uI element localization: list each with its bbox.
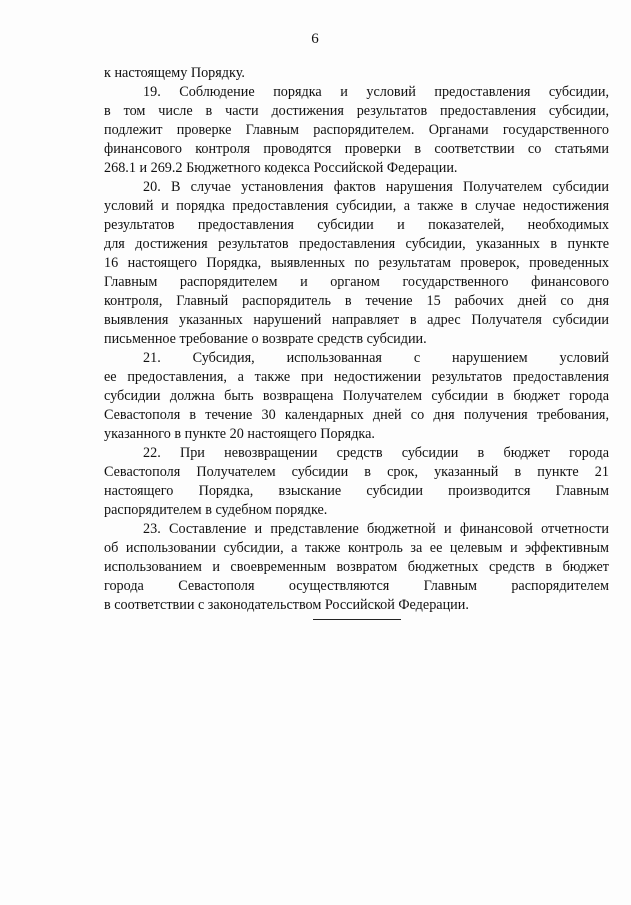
text-line: Севастополя в течение 30 календарных дней со дня получения требования, xyxy=(104,407,609,423)
text-line: выявления указанных нарушений направляет в адрес Получателя субсидии xyxy=(104,312,609,328)
text-line: условий и порядка предоставления субсидии, а также в случае недостижения xyxy=(104,198,609,214)
text-line: ее предоставления, а также при недостижении результатов предоставления xyxy=(104,369,609,385)
text-line: финансового контроля проводятся проверки в соответствии со статьями xyxy=(104,141,609,157)
text-line: в соответствии с законодательством Российской Федерации. xyxy=(104,597,469,613)
page-number: 6 xyxy=(311,31,319,47)
text-line: Севастополя Получателем субсидии в срок, указанный в пункте 21 xyxy=(104,464,609,480)
text-line: в том числе в части достижения результатов предоставления субсидии, xyxy=(104,103,609,119)
text-line: настоящего Порядка, взыскание субсидии производится Главным xyxy=(104,483,609,499)
text-line: 268.1 и 269.2 Бюджетного кодекса Российской Федерации. xyxy=(104,160,458,176)
text-line: Главным распорядителем и органом государственного финансового xyxy=(104,274,609,290)
text-line: результатов предоставления субсидии и показателей, необходимых xyxy=(104,217,609,233)
document-body xyxy=(104,64,609,615)
text-line: 21. Субсидия, использованная с нарушением условий xyxy=(143,350,609,366)
text-line: для достижения результатов предоставления субсидии, указанных в пункте xyxy=(104,236,609,252)
text-line: субсидии должна быть возвращена Получателем субсидии в бюджет города xyxy=(104,388,609,404)
text-line: об использовании субсидии, а также контроль за ее целевым и эффективным xyxy=(104,540,609,556)
text-line: 20. В случае установления фактов нарушения Получателем субсидии xyxy=(143,179,609,195)
text-line: использованием и своевременным возвратом бюджетных средств в бюджет xyxy=(104,559,609,575)
text-line: указанного в пункте 20 настоящего Порядка. xyxy=(104,426,375,442)
text-line: 23. Составление и представление бюджетной и финансовой отчетности xyxy=(143,521,609,537)
text-line: письменное требование о возврате средств субсидии. xyxy=(104,331,427,347)
text-line: контроля, Главный распорядитель в течение 15 рабочих дней со дня xyxy=(104,293,609,309)
text-line: 22. При невозвращении средств субсидии в бюджет города xyxy=(143,445,609,461)
text-line: распорядителем в судебном порядке. xyxy=(104,502,328,518)
text-line: подлежит проверке Главным распорядителем. Органами государственного xyxy=(104,122,609,138)
text-line: к настоящему Порядку. xyxy=(104,65,245,81)
text-line: 16 настоящего Порядка, выявленных по результатам проверок, проведенных xyxy=(104,255,609,271)
text-line: 19. Соблюдение порядка и условий предоставления субсидии, xyxy=(143,84,609,100)
end-of-document-rule xyxy=(313,619,401,620)
text-line: города Севастополя осуществляются Главным распорядителем xyxy=(104,578,609,594)
